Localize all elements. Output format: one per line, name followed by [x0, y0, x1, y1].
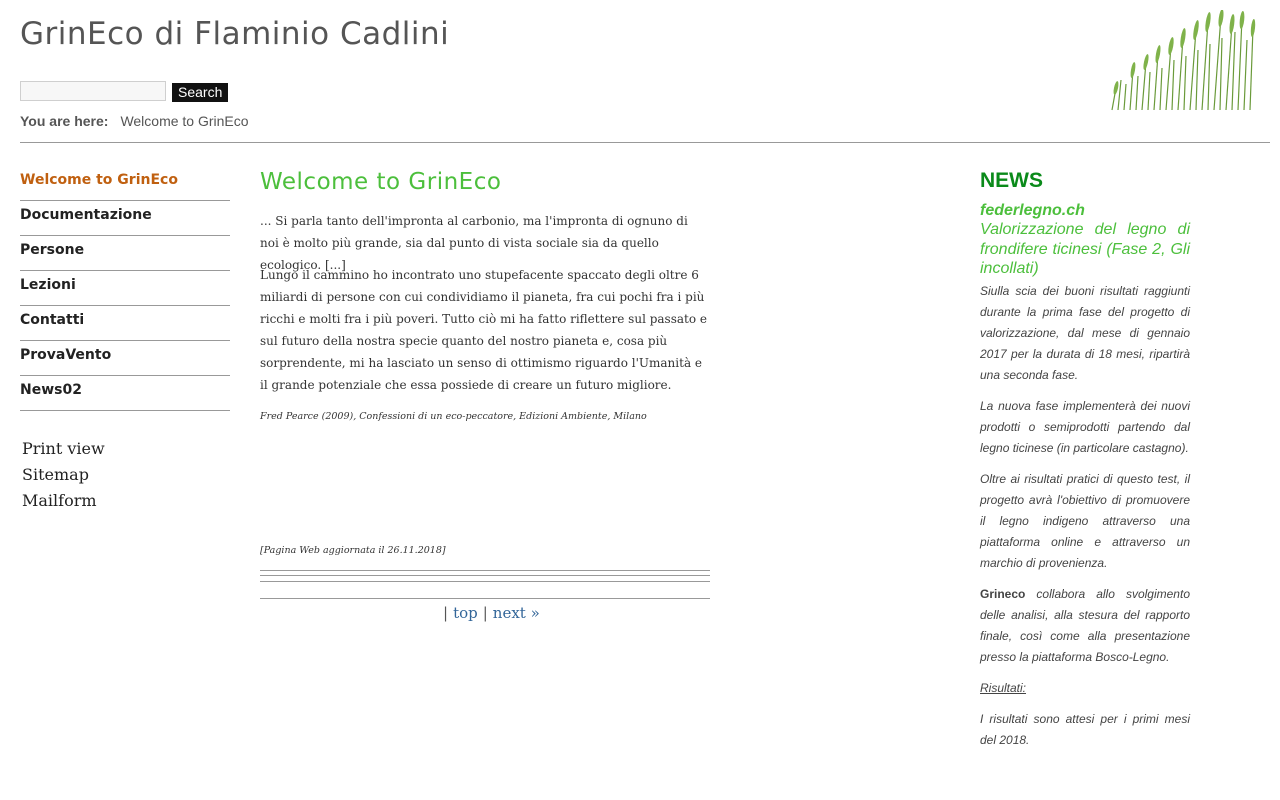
nav-item-provavento[interactable]: ProvaVento	[20, 341, 230, 376]
search-button[interactable]: Search	[172, 83, 228, 102]
breadcrumb	[20, 113, 249, 129]
tool-links	[22, 436, 105, 514]
news-headline[interactable]: Valorizzazione del legno di frondifere ticinesi (Fase 2, Gli incollati)	[980, 221, 1190, 277]
top-link[interactable]: top	[453, 604, 478, 622]
news-paragraph-text: collabora allo svolgimento delle analisi, alla stesura del rapporto finale, così come alla presentazione presso la piattaforma Bosco-Legno.	[980, 586, 1190, 664]
mailform-link[interactable]: Mailform	[22, 491, 97, 510]
pager-separator: |	[443, 604, 449, 622]
print-view-link[interactable]: Print view	[22, 439, 105, 458]
nav-item-documentazione[interactable]: Documentazione	[20, 201, 230, 236]
nav-item-lezioni[interactable]: Lezioni	[20, 271, 230, 306]
page-title: Welcome to GrinEco	[260, 169, 502, 195]
body-paragraph: Lungo il cammino ho incontrato uno stupefacente spaccato degli oltre 6 miliardi di persone con cui condividiamo il pianeta, fra cui pochi fra i più ricchi e molti fra i più poveri. Tutto ciò mi ha fatto riflettere sul passato e sul futuro della nostra specie quanto del nostro pianeta e, cosa più sorprendente, mi ha lasciato un senso di ottimismo riguardo l'Umanità e il grande potenziale che essa possiede di creare un futuro migliore.	[260, 268, 707, 392]
header-divider	[20, 142, 1270, 143]
pager	[438, 604, 540, 622]
site-title[interactable]: GrinEco di Flaminio Cadlini	[20, 16, 450, 52]
grineco-bold: Grineco	[980, 586, 1026, 601]
citation: Fred Pearce (2009), Confessioni di un eco-peccatore, Edizioni Ambiente, Milano	[260, 411, 647, 422]
main-content	[260, 166, 710, 622]
content-divider	[260, 581, 710, 582]
next-link[interactable]: next »	[492, 604, 540, 622]
results-label: Risultati:	[980, 680, 1027, 695]
intro-paragraph: ... Si parla tanto dell'impronta al carbonio, ma l'impronta di ognuno di noi è molto più grande, sia dal punto di vista sociale sia da quello ecologico. [...]	[260, 214, 688, 272]
content-divider	[260, 598, 710, 599]
news-sidebar	[980, 168, 1190, 761]
news-source[interactable]: federlegno.ch	[980, 202, 1085, 219]
last-updated: [Pagina Web aggiornata il 26.11.2018]	[260, 545, 446, 556]
nav-item-persone[interactable]: Persone	[20, 236, 230, 271]
news-paragraph: La nuova fase implementerà dei nuovi prodotti o semiprodotti partendo dal legno ticinese (in particolare castagno).	[980, 398, 1190, 455]
content-divider	[260, 575, 710, 576]
nav-item-welcome[interactable]: Welcome to GrinEco	[20, 166, 230, 201]
nav-item-contatti[interactable]: Contatti	[20, 306, 230, 341]
news-paragraph	[980, 584, 1190, 668]
news-paragraph: I risultati sono attesi per i primi mesi del 2018.	[980, 711, 1190, 747]
breadcrumb-label: You are here:	[20, 113, 109, 129]
breadcrumb-current[interactable]: Welcome to GrinEco	[120, 113, 249, 129]
nav-item-news02[interactable]: News02	[20, 376, 230, 411]
sitemap-link[interactable]: Sitemap	[22, 465, 89, 484]
search-input[interactable]	[20, 81, 166, 101]
news-paragraph: Siulla scia dei buoni risultati raggiunti durante la prima fase del progetto di valorizzazione, dal mese di gennaio 2017 per la durata di 18 mesi, ripartirà una seconda fase.	[980, 283, 1190, 382]
content-divider	[260, 570, 710, 571]
main-nav	[20, 166, 230, 411]
wheat-grass-logo	[1108, 10, 1258, 112]
news-heading: NEWS	[980, 169, 1043, 192]
pager-separator: |	[482, 604, 488, 622]
news-paragraph: Oltre ai risultati pratici di questo test, il progetto avrà l'obiettivo di promuovere il legno indigeno attraverso una piattaforma online e attraverso un marchio di provenienza.	[980, 471, 1190, 570]
